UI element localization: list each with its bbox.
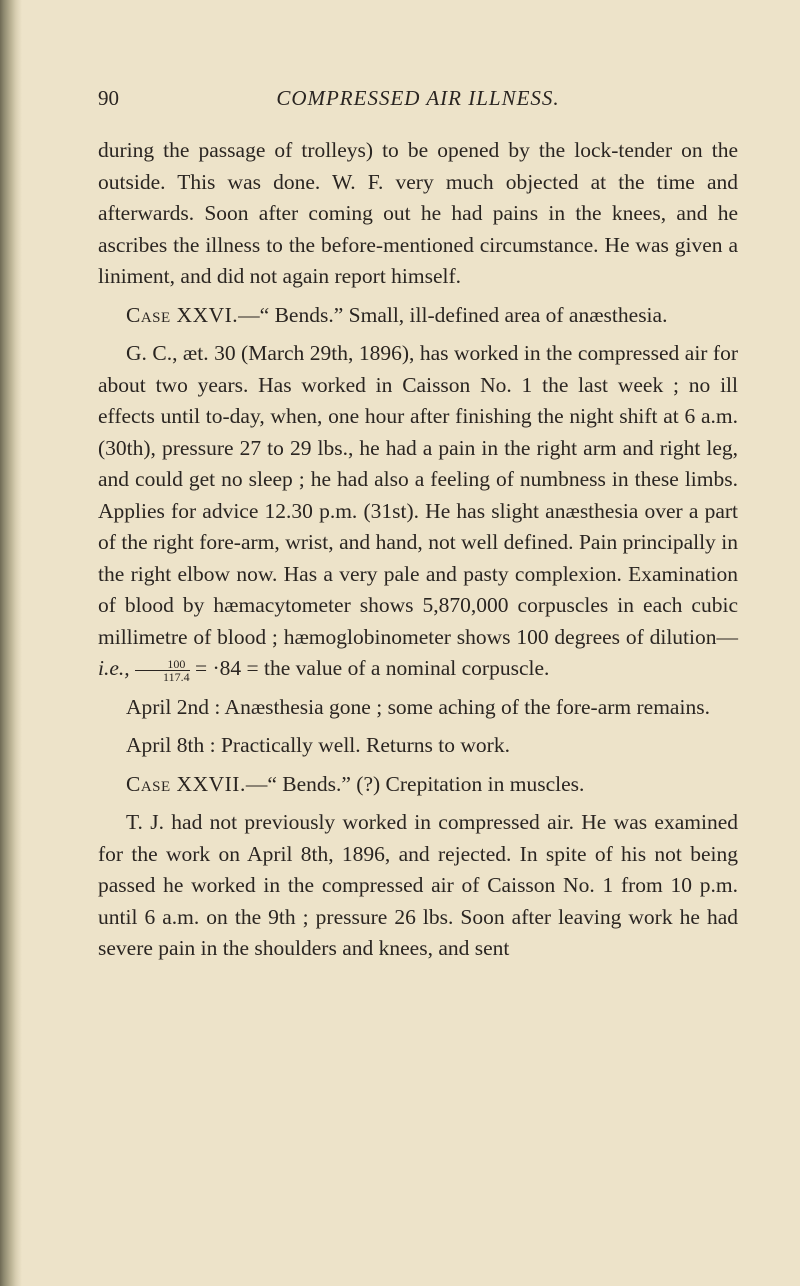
paragraph-continuation: during the passage of trolleys) to be opened by the lock-tender on the outside. This was done. W. F. very much objected at the time and afterwards. Soon after coming out he had pains in the knees, and he ascribes the illness to the before-mentioned circumstance. He was given a liniment, and did not again report himself. bbox=[98, 138, 738, 288]
case-27-label: Case XXVII. bbox=[126, 771, 246, 796]
case-26-april-2: April 2nd : Anæsthesia gone ; some aching of the fore-arm remains. bbox=[126, 694, 710, 719]
case-26-text: G. C., æt. 30 (March 29th, 1896), has worked in the compressed air for about two years. Has worked in Caisson No. 1 the last week ; no ill effects until to-day, when, one hour after finishing the night shift at 6 a.m. (30th), pressure 27 to 29 lbs., he had a pain in the right arm and right leg, and could get no sleep ; he had also a feeling of numbness in these limbs. Applies for advice 12.30 p.m. (31st). He has slight anæsthesia over a part of the right fore-arm, wrist, and hand, not well defined. Pain principally in the right elbow now. Has a very pale and pasty complexion. Examination of blood by hæmacytometer shows 5,870,000 corpuscles in each cubic millimetre of blood ; hæmoglobinometer shows 100 degrees of dilution— bbox=[98, 341, 738, 649]
case-27-title: —“ Bends.” (?) Crepitation in muscles. bbox=[245, 771, 585, 796]
case-26-label: Case XXVI. bbox=[126, 302, 239, 327]
book-page bbox=[98, 86, 738, 972]
fraction-denominator: 117.4 bbox=[135, 670, 190, 683]
fraction bbox=[135, 658, 190, 683]
case-26-title: —“ Bends.” Small, ill-defined area of anæsthesia. bbox=[238, 302, 668, 327]
case-26-april-8: April 8th : Practically well. Returns to work. bbox=[126, 733, 510, 757]
case-26-text-end: = ·84 = the value of a nominal corpuscle. bbox=[189, 656, 550, 680]
running-head bbox=[98, 86, 738, 122]
fraction-numerator: 100 bbox=[167, 656, 186, 671]
body-text bbox=[98, 135, 738, 965]
case-26-heading bbox=[98, 300, 738, 332]
case-27-heading bbox=[98, 769, 738, 801]
case-27-description: T. J. had not previously worked in compressed air. He was examined for the work on April 8th, 1896, and rejected. In spite of his not being passed he worked in the compressed air of Caisson No. 1 from 10 p.m. until 6 a.m. on the 9th ; pressure 26 lbs. Soon after leaving work he had severe pain in the shoulders and knees, and sent bbox=[98, 810, 738, 960]
case-26-description bbox=[98, 338, 738, 685]
ie-abbreviation: i.e., bbox=[98, 656, 130, 680]
book-spine-shadow bbox=[0, 0, 22, 1286]
running-title: COMPRESSED AIR ILLNESS. bbox=[276, 86, 560, 110]
page-number: 90 bbox=[98, 86, 119, 110]
